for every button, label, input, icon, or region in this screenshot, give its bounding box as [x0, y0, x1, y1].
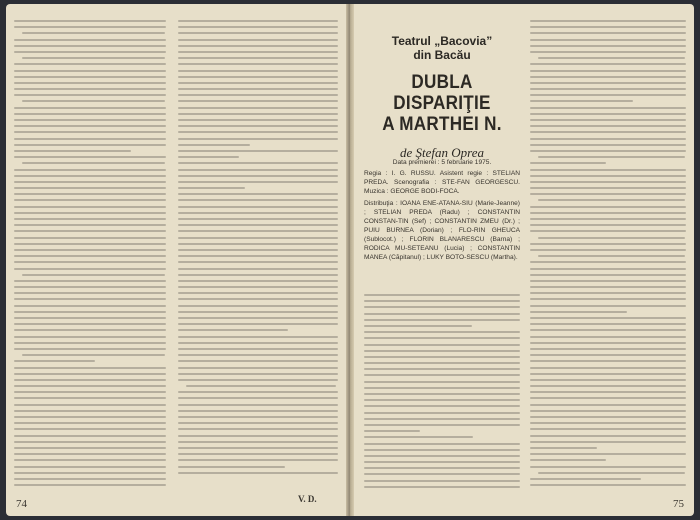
body-text-line	[22, 354, 165, 356]
body-text-line	[530, 348, 686, 350]
body-text-line	[364, 331, 520, 333]
body-text-line	[530, 131, 686, 133]
body-text-line	[178, 441, 338, 443]
body-text-line	[178, 131, 338, 133]
body-text-line	[178, 404, 338, 406]
body-text-line	[178, 459, 338, 461]
body-text-line	[178, 199, 338, 201]
body-text-line	[14, 63, 166, 65]
body-text-line	[530, 435, 686, 437]
body-text-line	[530, 261, 686, 263]
body-text-line	[178, 138, 338, 140]
body-text-line	[14, 193, 166, 195]
body-text-line	[178, 88, 338, 90]
body-text-line	[178, 156, 239, 158]
body-text-line	[14, 360, 95, 362]
body-text-line	[178, 175, 338, 177]
body-text-line	[178, 286, 338, 288]
body-text-line	[178, 82, 338, 84]
body-text-line	[530, 441, 686, 443]
body-text-line	[530, 459, 606, 461]
body-text-line	[178, 76, 338, 78]
body-text-line	[530, 298, 686, 300]
body-text-line	[364, 313, 520, 315]
body-text-line	[178, 32, 338, 34]
body-text-line	[178, 348, 338, 350]
body-text-line	[530, 466, 686, 468]
body-text-line	[14, 484, 166, 486]
body-text-line	[178, 336, 338, 338]
body-text-line	[14, 397, 166, 399]
body-text-line	[14, 305, 166, 307]
body-text-line	[364, 344, 520, 346]
body-text-line	[530, 404, 686, 406]
body-text-line	[178, 373, 338, 375]
body-text-line	[178, 193, 338, 195]
body-text-line	[178, 113, 338, 115]
body-text-line	[14, 323, 166, 325]
body-text-line	[530, 317, 686, 319]
body-text-line	[530, 391, 686, 393]
body-text-line	[538, 156, 685, 158]
body-text-line	[364, 405, 520, 407]
body-text-line	[14, 298, 166, 300]
body-text-line	[178, 125, 338, 127]
body-text-line	[14, 367, 166, 369]
article-title	[370, 72, 514, 135]
body-text-line	[14, 379, 166, 381]
body-text-line	[14, 107, 166, 109]
body-text-line	[364, 393, 520, 395]
body-text-line	[178, 243, 338, 245]
body-text-line	[178, 39, 338, 41]
body-text-line	[178, 94, 338, 96]
body-text-line	[530, 70, 686, 72]
body-text-line	[22, 162, 165, 164]
body-text-line	[364, 325, 472, 327]
body-text-line	[178, 51, 338, 53]
body-text-line	[14, 428, 166, 430]
body-text-line	[530, 107, 686, 109]
body-text-line	[178, 274, 338, 276]
page-number-right: 75	[673, 498, 684, 510]
body-text-line	[14, 243, 166, 245]
body-text-line	[364, 473, 520, 475]
body-text-line	[530, 119, 686, 121]
body-text-line	[14, 82, 166, 84]
body-text-line	[14, 292, 166, 294]
body-text-line	[178, 397, 338, 399]
body-text-line	[14, 94, 166, 96]
body-text-line	[530, 193, 686, 195]
body-text-line	[186, 385, 336, 387]
body-text-line	[14, 385, 166, 387]
body-text-line	[530, 206, 686, 208]
body-text-line	[530, 410, 686, 412]
body-text-line	[530, 373, 686, 375]
body-text-line	[530, 453, 686, 455]
body-text-line	[530, 305, 686, 307]
body-text-line	[22, 274, 165, 276]
body-text-line	[530, 169, 686, 171]
production-credits	[364, 158, 520, 265]
body-text-line	[364, 443, 520, 445]
body-text-line	[178, 20, 338, 22]
body-text-line	[530, 354, 686, 356]
cast-list: Distribuţia : IOANA ENE-ATANA-SIU (Marie-Jeanne) ; STELIAN PREDA (Radu) ; CONSTANTIN CONSTAN-TIN (Sef) ; CONSTANTIN ZMEU (Dr.) ; PUIU BURNEA (Dorian) ; FLO-RIN GHEUCA (Sublocot.) ; FLORIN BLANARESCU (Barna) ; RODICA MU-SETEANU (Lucia) ; CONSTANTIN MANEA (Căpitanul) ; LUKY BOTO-SESCU (Martha).	[364, 200, 520, 261]
body-text-line	[364, 337, 520, 339]
body-text-line	[14, 435, 166, 437]
body-text-line	[178, 169, 338, 171]
body-text-line	[178, 305, 338, 307]
body-text-line	[14, 373, 166, 375]
body-text-line	[14, 441, 166, 443]
body-text-line	[530, 484, 686, 486]
body-text-line	[364, 418, 520, 420]
body-text-line	[14, 131, 166, 133]
left-column-2-text	[178, 20, 338, 478]
body-text-line	[178, 379, 338, 381]
body-text-line	[530, 212, 686, 214]
body-text-line	[530, 150, 686, 152]
body-text-line	[14, 212, 166, 214]
article-byline: de Ştefan Oprea	[400, 145, 484, 160]
premiere-date: Data premierei : 5 februarie 1975.	[392, 159, 492, 166]
body-text-line	[530, 187, 686, 189]
body-text-line	[14, 478, 166, 480]
body-text-line	[530, 125, 686, 127]
body-text-line	[22, 100, 165, 102]
body-text-line	[530, 113, 686, 115]
body-text-line	[14, 342, 166, 344]
body-text-line	[530, 286, 686, 288]
body-text-line	[178, 410, 338, 412]
right-page	[354, 4, 694, 516]
article-heading	[362, 34, 522, 161]
body-text-line	[178, 119, 338, 121]
body-text-line	[538, 199, 685, 201]
body-text-line	[178, 206, 338, 208]
body-text-line	[530, 224, 686, 226]
body-text-line	[178, 144, 250, 146]
body-text-line	[364, 461, 520, 463]
body-text-line	[178, 100, 338, 102]
book-gutter	[346, 4, 354, 516]
body-text-line	[364, 430, 420, 432]
body-text-line	[530, 230, 686, 232]
body-text-line	[530, 416, 686, 418]
body-text-line	[14, 447, 166, 449]
body-text-line	[14, 224, 166, 226]
body-text-line	[14, 39, 166, 41]
body-text-line	[178, 181, 338, 183]
body-text-line	[530, 329, 686, 331]
body-text-line	[530, 45, 686, 47]
body-text-line	[364, 350, 520, 352]
body-text-line	[530, 181, 686, 183]
body-text-line	[530, 336, 686, 338]
body-text-line	[178, 317, 338, 319]
body-text-line	[14, 181, 166, 183]
body-text-line	[14, 119, 166, 121]
article-title-line-1: DUBLA DISPARIŢIE	[393, 72, 491, 114]
body-text-line	[14, 20, 166, 22]
body-text-line	[14, 466, 166, 468]
body-text-line	[14, 45, 166, 47]
body-text-line	[178, 230, 338, 232]
left-page	[6, 4, 346, 516]
right-column-2-text	[530, 20, 686, 490]
body-text-line	[14, 255, 166, 257]
body-text-line	[14, 218, 166, 220]
body-text-line	[178, 70, 338, 72]
body-text-line	[14, 76, 166, 78]
body-text-line	[14, 169, 166, 171]
body-text-line	[14, 237, 166, 239]
body-text-line	[530, 162, 606, 164]
body-text-line	[14, 286, 166, 288]
body-text-line	[178, 45, 338, 47]
body-text-line	[538, 472, 685, 474]
body-text-line	[14, 459, 166, 461]
body-text-line	[14, 230, 166, 232]
body-text-line	[178, 360, 338, 362]
body-text-line	[178, 212, 338, 214]
body-text-line	[178, 255, 338, 257]
body-text-line	[14, 138, 166, 140]
body-text-line	[530, 367, 686, 369]
body-text-line	[364, 368, 520, 370]
crew-credits: Regia : I. G. RUSSU. Asistent regie : STELIAN PREDA. Scenografia : STE-FAN GEORGESCU. Muzica : GEORGE BODI-FOCA.	[364, 170, 520, 195]
body-text-line	[14, 156, 166, 158]
right-column-1-text	[364, 294, 520, 492]
body-text-line	[530, 379, 686, 381]
body-text-line	[530, 422, 686, 424]
body-text-line	[364, 362, 520, 364]
body-text-line	[22, 57, 165, 59]
body-text-line	[14, 206, 166, 208]
body-text-line	[530, 88, 686, 90]
body-text-line	[178, 26, 338, 28]
body-text-line	[14, 422, 166, 424]
body-text-line	[364, 480, 520, 482]
body-text-line	[14, 317, 166, 319]
body-text-line	[14, 453, 166, 455]
body-text-line	[178, 453, 338, 455]
body-text-line	[178, 416, 338, 418]
body-text-line	[364, 374, 520, 376]
body-text-line	[364, 300, 520, 302]
body-text-line	[14, 311, 166, 313]
article-title-line-2: A MARTHEI N.	[382, 114, 502, 135]
body-text-line	[178, 435, 338, 437]
body-text-line	[530, 274, 686, 276]
body-text-line	[14, 261, 166, 263]
body-text-line	[538, 57, 685, 59]
body-text-line	[364, 424, 520, 426]
body-text-line	[14, 268, 166, 270]
body-text-line	[530, 76, 686, 78]
body-text-line	[14, 70, 166, 72]
body-text-line	[14, 175, 166, 177]
body-text-line	[14, 51, 166, 53]
body-text-line	[14, 113, 166, 115]
body-text-line	[364, 356, 520, 358]
body-text-line	[178, 323, 338, 325]
body-text-line	[178, 391, 338, 393]
body-text-line	[530, 292, 686, 294]
body-text-line	[178, 261, 338, 263]
body-text-line	[530, 428, 686, 430]
body-text-line	[364, 455, 520, 457]
body-text-line	[14, 125, 166, 127]
body-text-line	[14, 249, 166, 251]
theatre-city: din Bacău	[413, 48, 471, 62]
body-text-line	[178, 298, 338, 300]
body-text-line	[530, 144, 686, 146]
body-text-line	[178, 218, 338, 220]
body-text-line	[530, 39, 686, 41]
body-text-line	[178, 472, 338, 474]
body-text-line	[530, 478, 641, 480]
body-text-line	[530, 268, 686, 270]
body-text-line	[178, 237, 338, 239]
body-text-line	[178, 354, 338, 356]
body-text-line	[530, 26, 686, 28]
body-text-line	[14, 336, 166, 338]
body-text-line	[178, 292, 338, 294]
article-signature: V. D.	[298, 494, 317, 504]
body-text-line	[22, 32, 165, 34]
body-text-line	[178, 162, 338, 164]
body-text-line	[178, 367, 338, 369]
body-text-line	[178, 447, 338, 449]
body-text-line	[530, 63, 686, 65]
body-text-line	[538, 237, 685, 239]
body-text-line	[364, 306, 520, 308]
body-text-line	[364, 467, 520, 469]
left-column-1-text	[14, 20, 166, 490]
body-text-line	[530, 342, 686, 344]
body-text-line	[14, 416, 166, 418]
body-text-line	[178, 107, 338, 109]
body-text-line	[530, 397, 686, 399]
body-text-line	[14, 150, 131, 152]
body-text-line	[178, 63, 338, 65]
body-text-line	[530, 218, 686, 220]
magazine-spread	[6, 4, 694, 516]
body-text-line	[178, 466, 285, 468]
theatre-name: Teatrul „Bacovia”	[391, 34, 493, 48]
body-text-line	[530, 280, 686, 282]
body-text-line	[364, 436, 473, 438]
body-text-line	[530, 447, 597, 449]
body-text-line	[364, 412, 520, 414]
body-text-line	[178, 224, 338, 226]
body-text-line	[530, 100, 633, 102]
body-text-line	[530, 82, 686, 84]
body-text-line	[178, 57, 338, 59]
body-text-line	[14, 472, 166, 474]
body-text-line	[364, 449, 520, 451]
body-text-line	[530, 138, 686, 140]
body-text-line	[364, 387, 520, 389]
body-text-line	[178, 187, 245, 189]
body-text-line	[538, 255, 685, 257]
body-text-line	[14, 404, 166, 406]
body-text-line	[14, 88, 166, 90]
body-text-line	[178, 342, 338, 344]
body-text-line	[530, 249, 686, 251]
body-text-line	[14, 26, 166, 28]
body-text-line	[14, 348, 166, 350]
body-text-line	[530, 323, 686, 325]
page-number-left: 74	[16, 498, 27, 510]
body-text-line	[530, 175, 686, 177]
body-text-line	[178, 422, 338, 424]
body-text-line	[14, 280, 166, 282]
body-text-line	[178, 280, 338, 282]
body-text-line	[530, 385, 686, 387]
body-text-line	[178, 268, 338, 270]
body-text-line	[530, 311, 627, 313]
body-text-line	[178, 329, 288, 331]
body-text-line	[178, 428, 338, 430]
body-text-line	[178, 150, 338, 152]
body-text-line	[14, 410, 166, 412]
body-text-line	[530, 51, 686, 53]
body-text-line	[530, 20, 686, 22]
body-text-line	[14, 144, 166, 146]
body-text-line	[364, 399, 520, 401]
body-text-line	[178, 249, 338, 251]
body-text-line	[14, 329, 166, 331]
body-text-line	[364, 381, 520, 383]
body-text-line	[530, 360, 686, 362]
body-text-line	[530, 243, 686, 245]
body-text-line	[364, 486, 520, 488]
body-text-line	[14, 199, 166, 201]
body-text-line	[530, 94, 686, 96]
body-text-line	[178, 311, 338, 313]
body-text-line	[14, 391, 166, 393]
body-text-line	[364, 319, 520, 321]
body-text-line	[364, 294, 520, 296]
body-text-line	[14, 187, 166, 189]
body-text-line	[530, 32, 686, 34]
